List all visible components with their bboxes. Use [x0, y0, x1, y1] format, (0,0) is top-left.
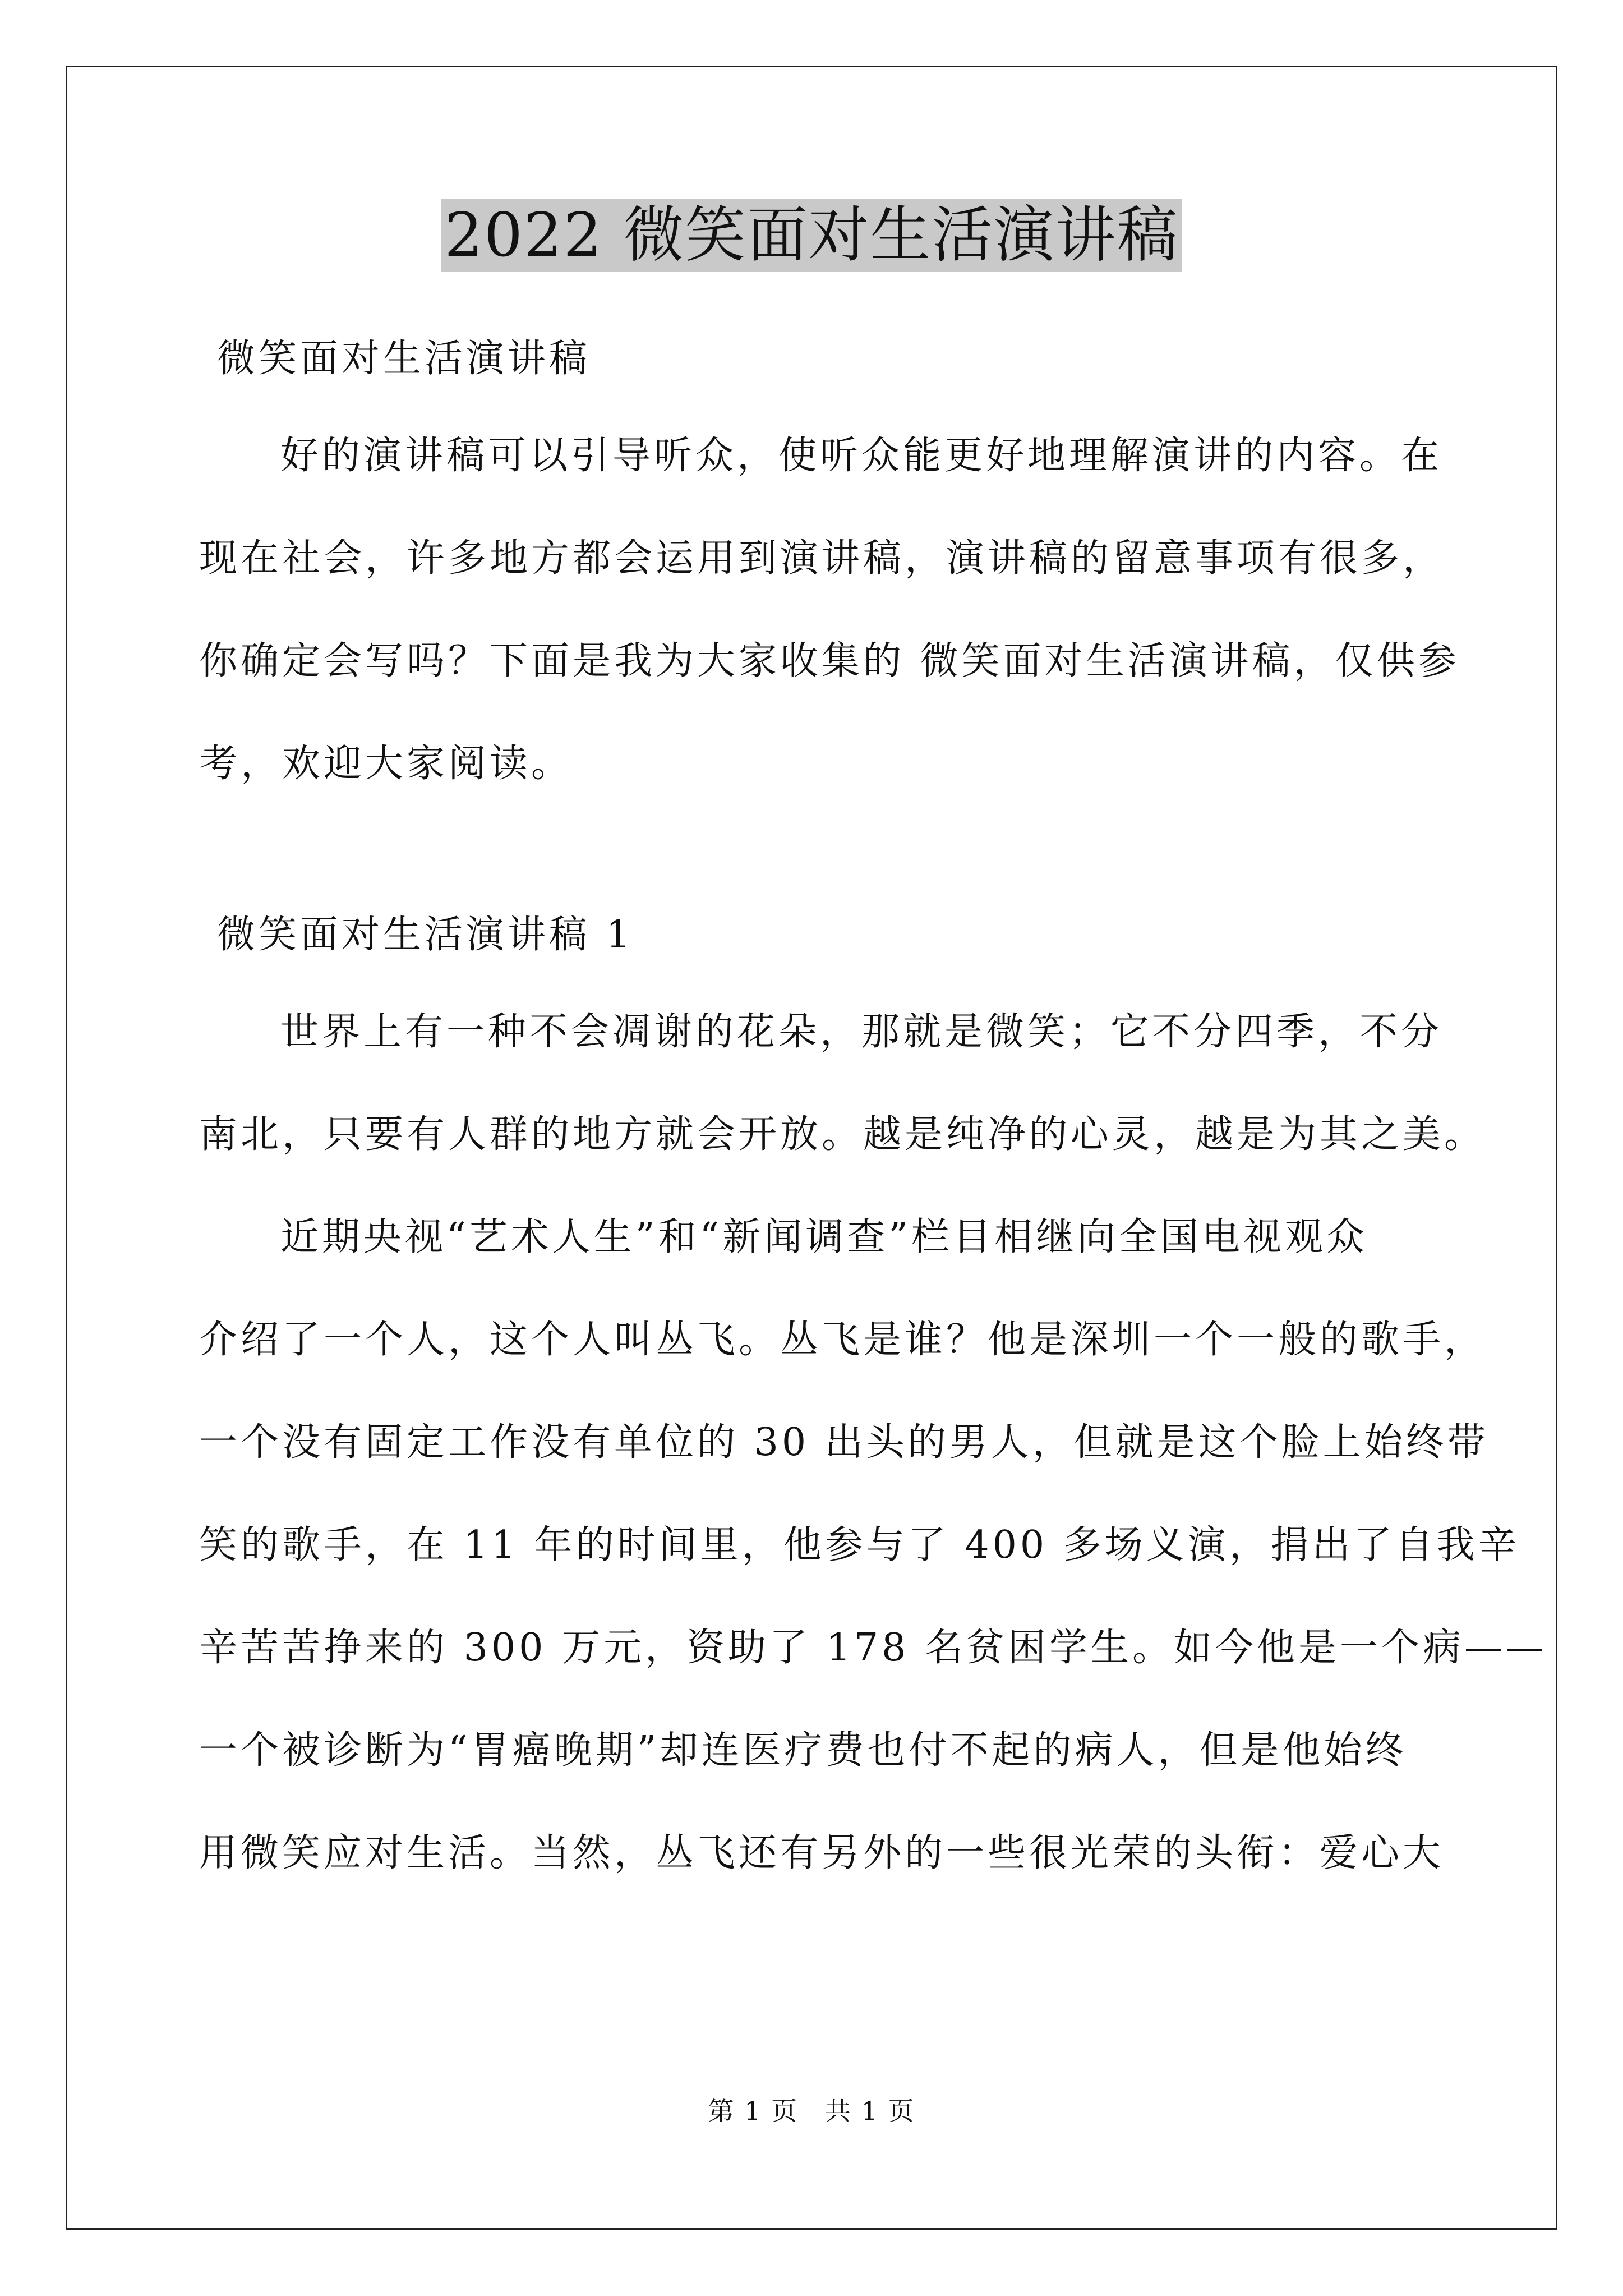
paragraph-line: 你确定会写吗？下面是我为大家收集的 微笑面对生活演讲稿，仅供参 — [199, 639, 1460, 683]
paragraph-line: 辛苦苦挣来的 300 万元，资助了 178 名贫困学生。如今他是一个病—— — [199, 1626, 1548, 1670]
paragraph-line: 世界上有一种不会凋谢的花朵，那就是微笑；它不分四季，不分 — [280, 1010, 1443, 1054]
paragraph-line: 一个被诊断为“胃癌晚期”却连医疗费也付不起的病人，但是他始终 — [199, 1728, 1407, 1773]
paragraph-line: 南北，只要有人群的地方就会开放。越是纯净的心灵，越是为其之美。 — [199, 1112, 1486, 1157]
document-body — [199, 337, 1548, 1876]
paragraph-line: 笑的歌手，在 11 年的时间里，他参与了 400 多场义演，捐出了自我辛 — [199, 1523, 1520, 1567]
paragraph-line: 一个没有固定工作没有单位的 30 出头的男人，但就是这个脸上始终带 — [199, 1420, 1489, 1465]
paragraph-line: 用微笑应对生活。当然，丛飞还有另外的一些很光荣的头衔：爱心大 — [199, 1831, 1445, 1875]
paragraph-line: 考，欢迎大家阅读。 — [199, 742, 573, 786]
paragraph-line: 介绍了一个人，这个人叫丛飞。丛飞是谁？他是深圳一个一般的歌手， — [199, 1318, 1486, 1362]
section-heading: 微笑面对生活演讲稿 1 — [217, 913, 634, 957]
paragraph-line: 近期央视“艺术人生”和“新闻调查”栏目相继向全国电视观众 — [280, 1215, 1368, 1259]
document-title: 2022 微笑面对生活演讲稿 — [441, 199, 1182, 272]
intro-subtitle: 微笑面对生活演讲稿 — [217, 337, 591, 381]
paragraph-line: 好的演讲稿可以引导听众，使听众能更好地理解演讲的内容。在 — [280, 434, 1443, 478]
title-area — [0, 199, 1623, 272]
page-number: 第 1 页 共 1 页 — [708, 2096, 915, 2126]
paragraph-line: 现在社会，许多地方都会运用到演讲稿，演讲稿的留意事项有很多， — [199, 536, 1445, 581]
